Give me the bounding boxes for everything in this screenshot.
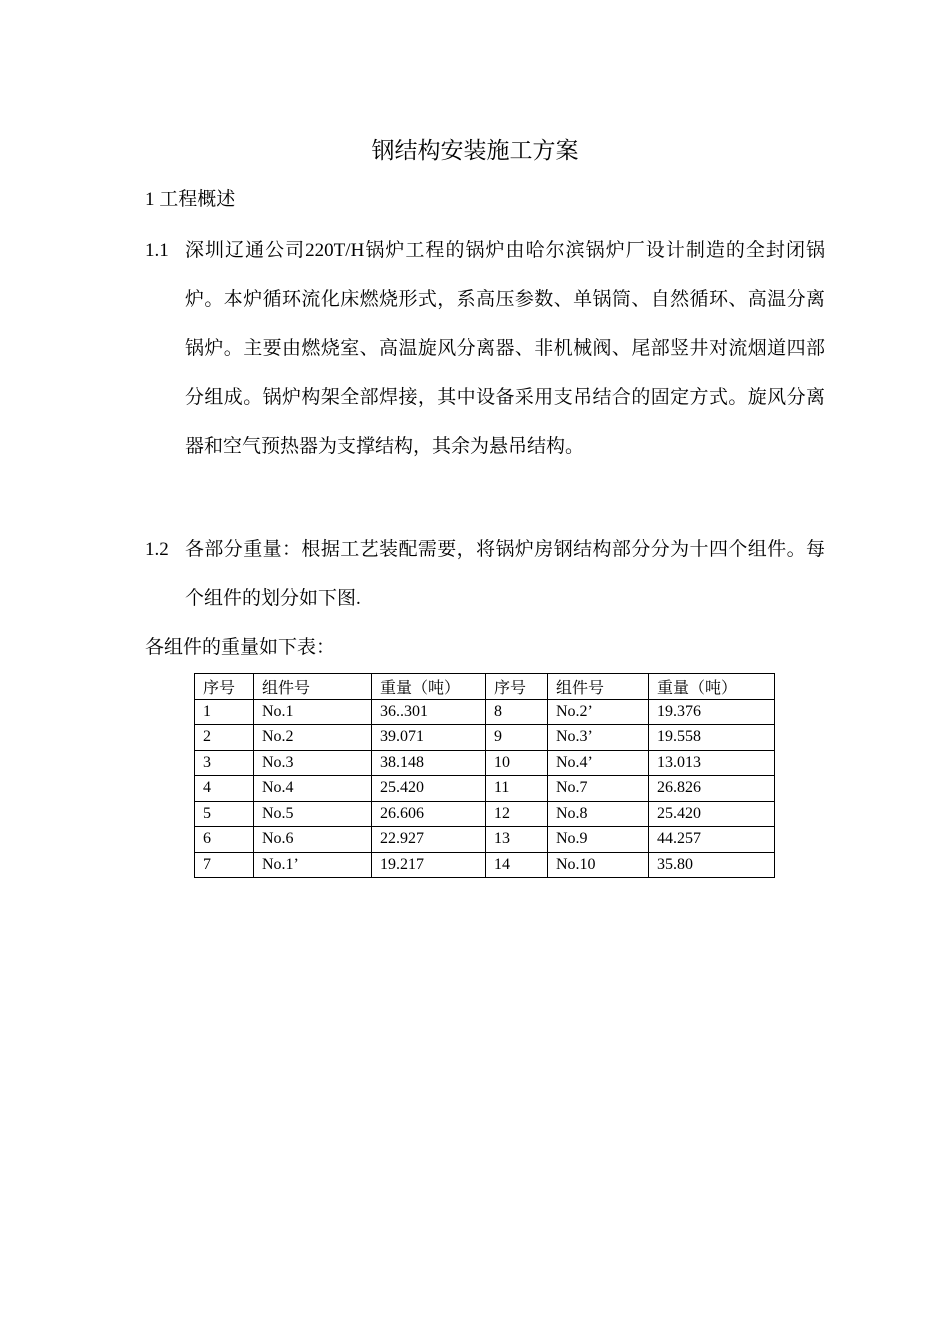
table-cell: No.5: [254, 801, 372, 827]
table-cell: 2: [195, 725, 254, 751]
section-heading: 1 工程概述: [145, 189, 236, 210]
table-cell: 19.376: [649, 699, 775, 725]
table-cell: No.6: [254, 827, 372, 853]
table-cell: 25.420: [649, 801, 775, 827]
table-cell: 3: [195, 750, 254, 776]
table-cell: 4: [195, 776, 254, 802]
header-cell: 组件号: [254, 674, 372, 700]
table-cell: 36..301: [372, 699, 486, 725]
table-cell: 39.071: [372, 725, 486, 751]
table-row: [195, 776, 775, 802]
table-cell: 38.148: [372, 750, 486, 776]
table-row: [195, 750, 775, 776]
table-header-row: [195, 674, 775, 700]
table-cell: 11: [486, 776, 548, 802]
table-cell: 5: [195, 801, 254, 827]
table-cell: No.3: [254, 750, 372, 776]
table-row: [195, 852, 775, 878]
table-cell: 12: [486, 801, 548, 827]
table-cell: 35.80: [649, 852, 775, 878]
paragraph-text: 各部分重量：根据工艺装配需要，将锅炉房钢结构部分分为十四个组件。每个组件的划分如下图.: [185, 539, 825, 609]
paragraph-number: 1.1: [145, 240, 169, 261]
table-cell: 13.013: [649, 750, 775, 776]
table-cell: 19.558: [649, 725, 775, 751]
table-row: [195, 699, 775, 725]
table-cell: 26.826: [649, 776, 775, 802]
table-row: [195, 801, 775, 827]
header-cell: 重量（吨）: [372, 674, 486, 700]
table-cell: 19.217: [372, 852, 486, 878]
header-cell: 序号: [195, 674, 254, 700]
paragraph-1-1: [145, 226, 825, 471]
table-cell: 10: [486, 750, 548, 776]
table-cell: No.10: [548, 852, 649, 878]
header-cell: 重量（吨）: [649, 674, 775, 700]
table-row: [195, 827, 775, 853]
table-cell: No.4’: [548, 750, 649, 776]
paragraph-1-2: [145, 525, 825, 623]
table-cell: No.9: [548, 827, 649, 853]
table-caption: 各组件的重量如下表：: [145, 637, 336, 658]
table-cell: No.1’: [254, 852, 372, 878]
table-cell: 8: [486, 699, 548, 725]
table-cell: No.2’: [548, 699, 649, 725]
table-cell: No.1: [254, 699, 372, 725]
table-cell: No.4: [254, 776, 372, 802]
table-cell: 6: [195, 827, 254, 853]
table-cell: 13: [486, 827, 548, 853]
paragraph-number: 1.2: [145, 539, 169, 560]
table-cell: 7: [195, 852, 254, 878]
table-cell: 26.606: [372, 801, 486, 827]
table-row: [195, 725, 775, 751]
table-cell: 22.927: [372, 827, 486, 853]
paragraph-text: 深圳辽通公司220T/H锅炉工程的锅炉由哈尔滨锅炉厂设计制造的全封闭锅炉。本炉循环流化床燃烧形式，系高压参数、单锅筒、自然循环、高温分离锅炉。主要由燃烧室、高温旋风分离器、非机械阀、尾部竖井对流烟道四部分组成。锅炉构架全部焊接，其中设备采用支吊结合的固定方式。旋风分离器和空气预热器为支撑结构，其余为悬吊结构。: [185, 240, 825, 457]
table-cell: No.2: [254, 725, 372, 751]
header-cell: 组件号: [548, 674, 649, 700]
table-cell: 1: [195, 699, 254, 725]
table-cell: 14: [486, 852, 548, 878]
document-title: 钢结构安装施工方案: [371, 138, 579, 163]
table-cell: No.8: [548, 801, 649, 827]
component-weight-table: [194, 673, 775, 878]
table-cell: 25.420: [372, 776, 486, 802]
header-cell: 序号: [486, 674, 548, 700]
table-cell: 9: [486, 725, 548, 751]
table-cell: No.7: [548, 776, 649, 802]
table-cell: No.3’: [548, 725, 649, 751]
table-cell: 44.257: [649, 827, 775, 853]
